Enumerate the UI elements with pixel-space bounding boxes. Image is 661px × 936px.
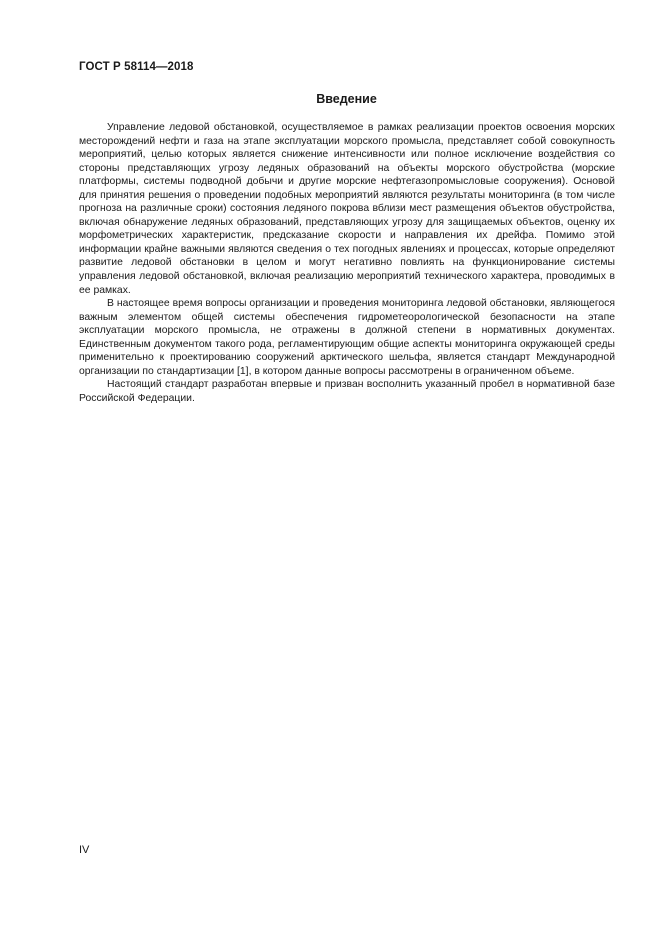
body-text: [79, 121, 615, 405]
paragraph: Управление ледовой обстановкой, осуществляемое в рамках реализации проектов освоения морских месторождений нефти и газа на этапе эксплуатации морского промысла, представляет собой совокупность мероприятий, целью которых является снижение интенсивности или полное исключение воздействия со стороны представляющих угрозу ледяных образований на объекты морского обустройства (морские платформы, системы подводной добычи и другие морские нефтегазопромысловые сооружения). Основой для принятия решения о проведении подобных мероприятий являются результаты мониторинга (в том числе прогноза на различные сроки) состояния ледяного покрова вблизи мест размещения объектов обустройства, включая обнаружение ледяных образований, представляющих угрозу для защищаемых объектов, оценку их морфометрических характеристик, предсказание скорости и направления их дрейфа. Помимо этой информации крайне важными являются сведения о тех погодных явлениях и процессах, которые определяют развитие ледовой обстановки в целом и могут негативно повлиять на функционирование системы управления ледовой обстановкой, включая реализацию мероприятий технического характера, проводимых в ее рамках.: [79, 122, 615, 296]
section-title: Введение: [316, 92, 377, 106]
paragraph: Настоящий стандарт разработан впервые и призван восполнить указанный пробел в нормативной базе Российской Федерации.: [79, 379, 615, 404]
page-header-standard-id: ГОСТ Р 58114—2018: [79, 61, 194, 73]
page-number: IV: [79, 844, 90, 856]
paragraph: В настоящее время вопросы организации и проведения мониторинга ледовой обстановки, являющегося важным элементом общей системы обеспечения гидрометеорологической безопасности на этапе эксплуатации морского промысла, не отражены в должной степени в нормативных документах. Единственным документом такого рода, регламентирующим общие аспекты мониторинга окружающей среды применительно к проектированию сооружений арктического шельфа, является стандарт Международной организации по стандартизации [1], в котором данные вопросы рассмотрены в ограниченном объеме.: [79, 298, 615, 377]
